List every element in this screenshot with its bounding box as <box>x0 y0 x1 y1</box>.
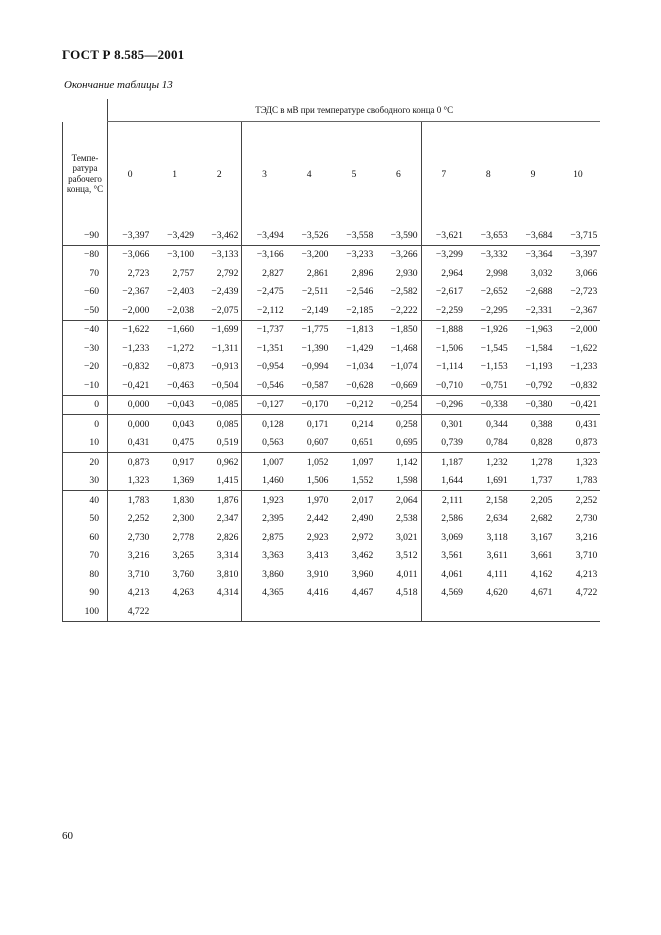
temperature-cell: 0 <box>63 415 108 434</box>
value-cell: −3,526 <box>301 229 329 241</box>
value-cell: −0,170 <box>287 395 332 415</box>
temperature-cell: 50 <box>63 510 108 529</box>
value-cell: 2,964 <box>421 264 466 283</box>
value-cell: 1,737 <box>530 475 553 487</box>
value-cell: 4,722 <box>108 602 153 621</box>
value-cell: 3,066 <box>575 267 598 279</box>
value-cell: 3,118 <box>486 531 508 543</box>
value-cell: −2,511 <box>301 286 329 298</box>
table-row <box>63 547 601 566</box>
value-cell: 2,064 <box>376 491 421 510</box>
value-cell: 3,710 <box>127 568 150 580</box>
value-cell: 3,512 <box>395 550 418 562</box>
value-cell: 2,972 <box>351 531 374 543</box>
value-cell: 0,000 <box>108 415 153 434</box>
value-cell: −3,133 <box>197 245 242 264</box>
value-cell: 2,586 <box>421 510 466 529</box>
value-cell: 2,111 <box>421 491 466 510</box>
value-cell: 0,519 <box>216 437 239 449</box>
value-cell: 1,323 <box>555 453 600 472</box>
temperature-cell: 90 <box>63 584 108 603</box>
value-cell: −1,660 <box>152 320 197 339</box>
thermo-emf-table <box>62 99 600 622</box>
value-cell: −1,390 <box>301 342 329 354</box>
value-cell: −0,710 <box>421 376 466 395</box>
value-cell <box>152 602 197 621</box>
value-cell: 1,923 <box>242 491 287 510</box>
value-cell: −2,149 <box>301 304 329 316</box>
value-cell: −1,233 <box>122 342 150 354</box>
value-cell: 1,783 <box>108 491 153 510</box>
value-cell: 0,873 <box>108 453 153 472</box>
table-caption: Окончание таблицы 13 <box>64 79 173 91</box>
value-cell: −1,034 <box>346 361 374 373</box>
table-row <box>63 584 601 603</box>
value-cell: −3,397 <box>555 245 600 264</box>
value-cell: 3,611 <box>486 550 508 562</box>
value-cell <box>242 602 287 621</box>
temperature-cell: −50 <box>63 301 108 320</box>
value-cell <box>421 602 466 621</box>
value-cell: 3,167 <box>530 531 553 543</box>
value-cell: −1,622 <box>108 320 153 339</box>
temperature-cell: 70 <box>63 547 108 566</box>
document-title: ГОСТ Р 8.585—2001 <box>62 47 185 62</box>
value-cell: 4,518 <box>395 587 418 599</box>
value-cell: −0,254 <box>376 395 421 415</box>
value-cell: −1,153 <box>480 361 508 373</box>
value-cell: 2,723 <box>127 267 150 279</box>
value-cell: 1,097 <box>331 453 376 472</box>
value-cell: 1,970 <box>287 491 332 510</box>
value-cell: 3,810 <box>216 568 239 580</box>
value-cell: −2,185 <box>346 304 374 316</box>
table-row <box>63 453 601 472</box>
table-row <box>63 283 601 302</box>
value-cell: −3,494 <box>242 226 287 245</box>
value-cell <box>511 602 556 621</box>
value-cell: 2,896 <box>351 267 374 279</box>
value-cell: 0,388 <box>511 415 556 434</box>
value-cell: 4,213 <box>127 587 150 599</box>
value-cell: −3,299 <box>421 245 466 264</box>
value-cell <box>287 602 332 621</box>
value-cell: 2,827 <box>242 264 287 283</box>
header-row-columns <box>63 122 601 227</box>
value-cell <box>331 602 376 621</box>
temperature-cell: −30 <box>63 339 108 358</box>
value-cell: 0,962 <box>197 453 242 472</box>
value-cell: 2,826 <box>216 531 239 543</box>
value-cell: 2,442 <box>306 513 329 525</box>
value-cell: 0,475 <box>172 437 195 449</box>
table-row <box>63 565 601 584</box>
value-cell: 4,569 <box>421 584 466 603</box>
value-cell: 1,232 <box>466 453 511 472</box>
value-cell: 3,760 <box>172 568 195 580</box>
value-cell: −3,364 <box>511 245 556 264</box>
value-cell: −3,332 <box>466 245 511 264</box>
value-cell: −0,127 <box>242 395 287 415</box>
value-cell: 0,563 <box>242 434 287 453</box>
table-row <box>63 472 601 491</box>
value-cell: −1,114 <box>421 358 466 377</box>
column-header-1: 1 <box>172 168 178 180</box>
value-cell: 3,021 <box>395 531 418 543</box>
temperature-cell: −60 <box>63 283 108 302</box>
value-cell: 0,431 <box>127 437 150 449</box>
value-cell: −0,751 <box>480 379 508 391</box>
value-cell: −2,367 <box>570 304 598 316</box>
value-cell: 2,998 <box>486 267 508 279</box>
table-row <box>63 395 601 415</box>
value-cell: −0,421 <box>555 395 600 415</box>
value-cell: −1,888 <box>421 320 466 339</box>
value-cell: −0,994 <box>301 361 329 373</box>
value-cell: 4,263 <box>172 587 195 599</box>
column-header-3: 3 <box>242 122 287 227</box>
value-cell: −1,584 <box>525 342 553 354</box>
value-cell: 0,607 <box>306 437 329 449</box>
temperature-cell: 70 <box>63 264 108 283</box>
value-cell: 0,128 <box>242 415 287 434</box>
value-cell: −3,621 <box>421 226 466 245</box>
value-cell: 1,506 <box>306 475 329 487</box>
temperature-cell: −10 <box>63 376 108 395</box>
value-cell: 0,301 <box>421 415 466 434</box>
value-cell: −1,699 <box>197 320 242 339</box>
value-cell: −0,628 <box>346 379 374 391</box>
column-header-8: 8 <box>485 168 491 180</box>
value-cell: 3,462 <box>351 550 374 562</box>
value-cell: −3,429 <box>167 229 195 241</box>
table-row <box>63 376 601 395</box>
table-row <box>63 264 601 283</box>
value-cell: −0,212 <box>331 395 376 415</box>
value-cell: 1,830 <box>152 491 197 510</box>
value-cell: −2,475 <box>242 283 287 302</box>
value-cell: 4,011 <box>396 568 418 580</box>
temperature-cell: 10 <box>63 434 108 453</box>
table-row <box>63 491 601 510</box>
value-cell: −1,429 <box>346 342 374 354</box>
value-cell: −0,338 <box>466 395 511 415</box>
value-cell: −1,233 <box>570 361 598 373</box>
value-cell: 4,620 <box>486 587 508 599</box>
table-row <box>63 415 601 434</box>
value-cell: −1,775 <box>287 320 332 339</box>
value-cell: −0,587 <box>301 379 329 391</box>
temperature-cell: 80 <box>63 565 108 584</box>
value-cell: 2,923 <box>306 531 329 543</box>
value-cell: 2,682 <box>530 513 553 525</box>
value-cell: −2,038 <box>167 304 195 316</box>
temperature-cell: 60 <box>63 528 108 547</box>
value-cell: 4,314 <box>216 587 239 599</box>
value-cell: 0,784 <box>486 437 508 449</box>
value-cell: −1,193 <box>525 361 553 373</box>
value-cell: −3,066 <box>108 245 153 264</box>
value-cell: −1,506 <box>421 339 466 358</box>
value-cell: −2,112 <box>242 301 287 320</box>
value-cell: 2,395 <box>242 510 287 529</box>
value-cell: −1,351 <box>242 339 287 358</box>
column-header-9: 9 <box>530 168 536 180</box>
value-cell: −3,100 <box>152 245 197 264</box>
value-cell: 1,783 <box>575 475 598 487</box>
value-cell: −2,688 <box>525 286 553 298</box>
value-cell: 3,314 <box>216 550 239 562</box>
value-cell: 2,252 <box>555 491 600 510</box>
value-cell <box>466 602 511 621</box>
value-cell: 2,778 <box>172 531 195 543</box>
value-cell: 2,017 <box>331 491 376 510</box>
value-cell: −1,545 <box>480 342 508 354</box>
value-cell: 0,431 <box>555 415 600 434</box>
table-row <box>63 301 601 320</box>
value-cell: 3,561 <box>421 547 466 566</box>
value-cell: −1,272 <box>167 342 195 354</box>
page-number: 60 <box>62 830 73 842</box>
value-cell: 3,710 <box>575 550 598 562</box>
value-cell: 1,142 <box>376 453 421 472</box>
value-cell: −3,397 <box>122 229 150 241</box>
value-cell: 0,043 <box>152 415 197 434</box>
temperature-cell: 20 <box>63 453 108 472</box>
value-cell: 4,162 <box>530 568 553 580</box>
table-row <box>63 245 601 264</box>
value-cell: 1,691 <box>486 475 508 487</box>
value-cell: −3,462 <box>211 229 239 241</box>
value-cell: −1,737 <box>242 320 287 339</box>
table-row <box>63 434 601 453</box>
value-cell: −2,000 <box>122 304 150 316</box>
value-cell: 0,258 <box>376 415 421 434</box>
value-cell: −1,311 <box>211 342 239 354</box>
value-cell: 2,875 <box>242 528 287 547</box>
value-cell: −2,403 <box>167 286 195 298</box>
table-row <box>63 602 601 621</box>
value-cell: −2,582 <box>390 286 418 298</box>
value-cell: 4,416 <box>306 587 329 599</box>
value-cell: −0,546 <box>242 376 287 395</box>
value-cell: −3,233 <box>331 245 376 264</box>
value-cell: −2,295 <box>480 304 508 316</box>
value-cell: −2,331 <box>525 304 553 316</box>
value-cell: −0,832 <box>570 379 598 391</box>
value-cell: −3,715 <box>570 229 598 241</box>
value-cell: 1,323 <box>127 475 150 487</box>
value-cell: −2,259 <box>421 301 466 320</box>
value-cell: −0,463 <box>167 379 195 391</box>
value-cell: 3,216 <box>127 550 150 562</box>
value-cell: 1,460 <box>242 472 287 491</box>
temperature-cell: 100 <box>63 602 108 621</box>
value-cell: 0,739 <box>421 434 466 453</box>
value-cell: −2,439 <box>211 286 239 298</box>
value-cell: −3,684 <box>525 229 553 241</box>
value-cell: 1,187 <box>421 453 466 472</box>
value-cell: 4,213 <box>575 568 598 580</box>
value-cell: −3,558 <box>346 229 374 241</box>
value-cell: −2,652 <box>480 286 508 298</box>
column-header-10: 10 <box>573 168 583 180</box>
value-cell: −1,074 <box>390 361 418 373</box>
value-cell: 1,552 <box>351 475 374 487</box>
value-cell: −3,653 <box>480 229 508 241</box>
value-cell: 2,930 <box>395 267 418 279</box>
value-cell: 0,000 <box>108 395 153 415</box>
value-cell: −3,266 <box>376 245 421 264</box>
table-row <box>63 510 601 529</box>
value-cell: −1,622 <box>570 342 598 354</box>
value-cell: 0,651 <box>351 437 374 449</box>
value-cell: −0,296 <box>421 395 466 415</box>
value-cell: −1,926 <box>466 320 511 339</box>
value-cell: 3,032 <box>530 267 553 279</box>
value-cell: 3,216 <box>575 531 598 543</box>
value-cell: 2,347 <box>216 513 239 525</box>
value-cell: 0,917 <box>152 453 197 472</box>
value-cell: −1,813 <box>331 320 376 339</box>
value-cell: −3,590 <box>390 229 418 241</box>
temperature-cell: −80 <box>63 245 108 264</box>
value-cell: 2,490 <box>351 513 374 525</box>
temperature-cell: −90 <box>63 226 108 245</box>
value-cell: 3,661 <box>530 550 553 562</box>
column-header-4: 4 <box>306 168 312 180</box>
value-cell <box>555 602 600 621</box>
value-cell: −0,043 <box>152 395 197 415</box>
value-cell: −0,669 <box>390 379 418 391</box>
value-cell: 2,730 <box>575 513 598 525</box>
column-header-7: 7 <box>421 122 466 227</box>
value-cell: 2,757 <box>172 267 195 279</box>
value-cell: 3,910 <box>306 568 329 580</box>
value-cell: 2,205 <box>511 491 556 510</box>
value-cell: 0,214 <box>331 415 376 434</box>
value-cell: 3,413 <box>306 550 329 562</box>
value-cell: −2,222 <box>390 304 418 316</box>
value-cell: 0,171 <box>287 415 332 434</box>
value-cell: 1,415 <box>216 475 239 487</box>
value-cell: −0,421 <box>122 379 150 391</box>
value-cell: 2,252 <box>127 513 150 525</box>
value-cell <box>197 602 242 621</box>
value-cell: 3,363 <box>242 547 287 566</box>
column-header-2: 2 <box>216 168 222 180</box>
value-cell: 3,265 <box>172 550 195 562</box>
temperature-cell: 0 <box>63 395 108 415</box>
value-cell: 4,671 <box>530 587 553 599</box>
value-cell: −1,850 <box>376 320 421 339</box>
value-cell: −1,963 <box>511 320 556 339</box>
value-cell: −2,617 <box>421 283 466 302</box>
value-cell: 1,598 <box>395 475 418 487</box>
value-cell: 1,278 <box>511 453 556 472</box>
value-cell: 2,861 <box>306 267 329 279</box>
value-cell: −2,723 <box>570 286 598 298</box>
value-cell: −0,085 <box>197 395 242 415</box>
value-cell: 0,085 <box>197 415 242 434</box>
value-cell: 1,644 <box>421 472 466 491</box>
value-cell: 2,792 <box>216 267 239 279</box>
value-cell: 0,344 <box>466 415 511 434</box>
value-cell: 1,007 <box>242 453 287 472</box>
value-cell: 0,873 <box>575 437 598 449</box>
value-cell: 4,722 <box>575 587 598 599</box>
value-cell <box>376 602 421 621</box>
value-cell: 0,828 <box>530 437 553 449</box>
value-cell: −1,468 <box>390 342 418 354</box>
value-cell: 2,538 <box>395 513 418 525</box>
column-header-0: 0 <box>127 168 133 180</box>
table-body <box>63 226 601 621</box>
table-row <box>63 320 601 339</box>
temperature-cell: 30 <box>63 472 108 491</box>
value-cell: 1,876 <box>197 491 242 510</box>
value-cell: −0,832 <box>122 361 150 373</box>
value-cell: −0,380 <box>511 395 556 415</box>
value-cell: −3,166 <box>242 245 287 264</box>
table-row <box>63 358 601 377</box>
column-header-5: 5 <box>351 168 357 180</box>
value-cell: −0,792 <box>525 379 553 391</box>
value-cell: 1,052 <box>287 453 332 472</box>
value-cell: 3,069 <box>421 528 466 547</box>
main-header: ТЭДС в мВ при температуре свободного конца 0 °С <box>108 99 601 122</box>
value-cell: −2,075 <box>211 304 239 316</box>
temperature-header: Темпе-ратура рабочего конца, °С <box>63 122 108 227</box>
value-cell: 4,061 <box>421 565 466 584</box>
value-cell: −0,873 <box>167 361 195 373</box>
value-cell: 2,300 <box>172 513 195 525</box>
table-row <box>63 339 601 358</box>
value-cell: −2,367 <box>122 286 150 298</box>
table-row <box>63 528 601 547</box>
temperature-cell: 40 <box>63 491 108 510</box>
value-cell: −0,504 <box>211 379 239 391</box>
value-cell: 4,467 <box>351 587 374 599</box>
value-cell: −0,954 <box>242 358 287 377</box>
value-cell: −0,913 <box>211 361 239 373</box>
value-cell: 1,369 <box>172 475 195 487</box>
value-cell: 4,111 <box>486 568 508 580</box>
value-cell: 2,730 <box>127 531 150 543</box>
table-row <box>63 226 601 245</box>
temperature-cell: −40 <box>63 320 108 339</box>
value-cell: 2,158 <box>466 491 511 510</box>
value-cell: −2,546 <box>346 286 374 298</box>
value-cell: 3,960 <box>351 568 374 580</box>
value-cell: 2,634 <box>486 513 508 525</box>
value-cell: 4,365 <box>242 584 287 603</box>
column-header-6: 6 <box>396 168 401 180</box>
value-cell: −2,000 <box>555 320 600 339</box>
temperature-cell: −20 <box>63 358 108 377</box>
header-row-main <box>63 99 601 122</box>
value-cell: −3,200 <box>287 245 332 264</box>
value-cell: 3,860 <box>242 565 287 584</box>
value-cell: 0,695 <box>395 437 418 449</box>
